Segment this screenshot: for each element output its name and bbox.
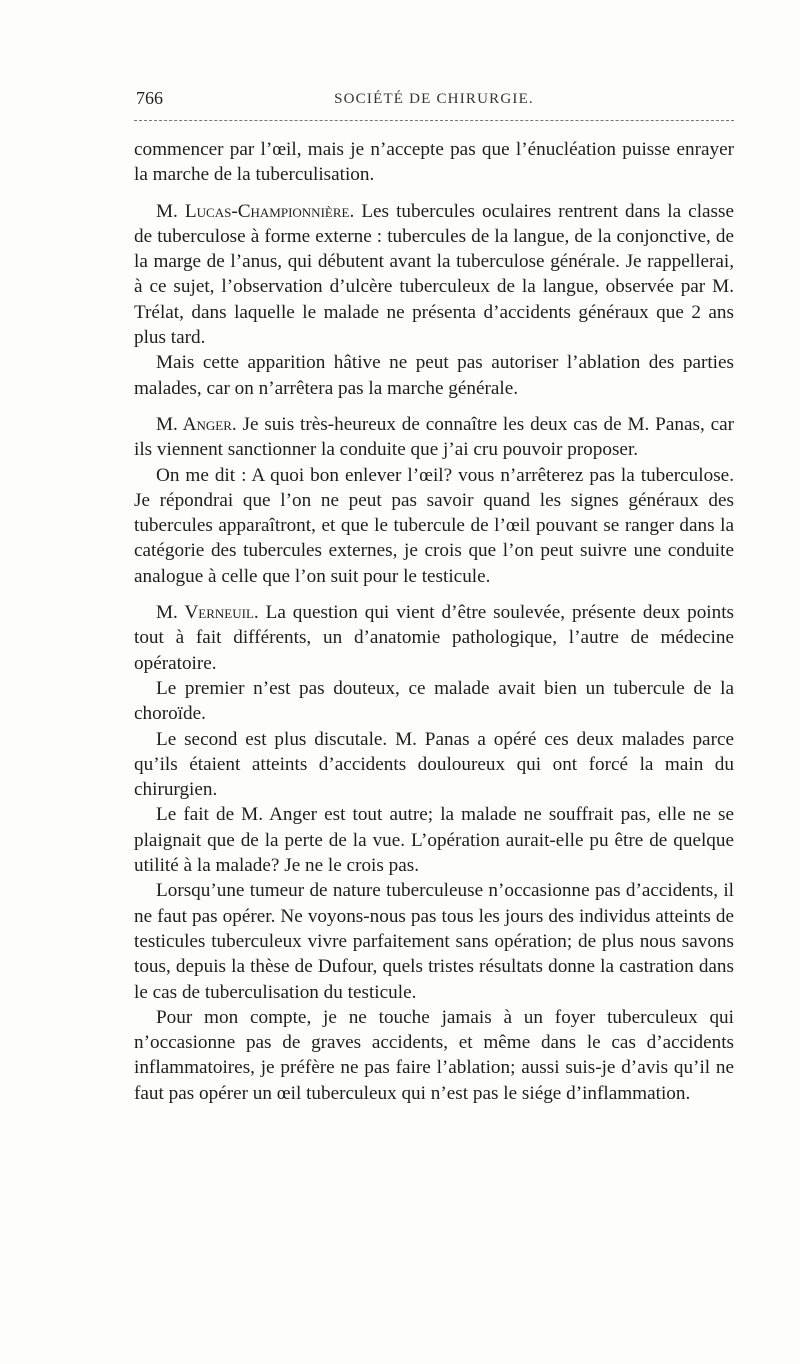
paragraph bbox=[134, 802, 734, 878]
speaker-name: M. Verneuil. bbox=[156, 602, 259, 624]
paragraph bbox=[134, 676, 734, 727]
paragraph bbox=[134, 727, 734, 803]
speaker-name: M. Anger. bbox=[156, 413, 237, 435]
paragraph-text: Pour mon compte, je ne touche jamais à un foyer tuberculeux qui n’occasionne pas de graves accidents, et même dans le cas d’accidents inflammatoires, je préfère ne pas faire l’ablation; aussi suis-je d’avis qu’il ne faut pas opérer un œil tuberculeux qui n’est pas le siége d’inflammation. bbox=[134, 1006, 734, 1104]
paragraph-text: Le fait de M. Anger est tout autre; la malade ne souffrait pas, elle ne se plaignait que de la perte de la vue. L’opération aurait-elle pu être de quelque utilité à la malade? Je ne le crois pas. bbox=[134, 804, 734, 877]
page-number: 766 bbox=[136, 88, 163, 108]
paragraph bbox=[134, 878, 734, 1004]
paragraph-anger bbox=[134, 412, 734, 463]
paragraph bbox=[134, 1005, 734, 1106]
body-text bbox=[134, 137, 734, 1106]
paragraph-verneuil bbox=[134, 600, 734, 676]
header-rule bbox=[134, 120, 734, 121]
journal-title: SOCIÉTÉ DE CHIRURGIE. bbox=[334, 91, 534, 107]
paragraph-text: Lorsqu’une tumeur de nature tuberculeuse n’occasionne pas d’accidents, il ne faut pas opérer. Ne voyons-nous pas tous les jours des individus atteints de testicules tuberculeux vivre parfaitement sans opération; de plus nous savons tous, depuis la thèse de Dufour, quels tristes résultats donne la castration dans le cas de tuberculisation du testicule. bbox=[134, 880, 734, 1003]
paragraph-text: commencer par l’œil, mais je n’accepte pas que l’énucléation puisse enrayer la marche de la tuberculisation. bbox=[134, 139, 734, 186]
paragraph-text: Mais cette apparition hâtive ne peut pas autoriser l’ablation des parties malades, car on n’arrêtera pas la marche générale. bbox=[134, 352, 734, 399]
speaker-name: M. Lucas-Championnière. bbox=[156, 200, 355, 222]
paragraph-text: Le premier n’est pas douteux, ce malade avait bien un tubercule de la choroïde. bbox=[134, 677, 734, 725]
paragraph-text: Je suis très-heureux de connaître les deux cas de M. Panas, car ils viennent sanctionner la conduite que j’ai cru pouvoir proposer. bbox=[134, 413, 734, 461]
paragraph-text: Le second est plus discutale. M. Panas a opéré ces deux malades parce qu’ils étaient atteints d’accidents douloureux qui ont forcé la main du chirurgien. bbox=[134, 728, 734, 801]
paragraph bbox=[134, 350, 734, 401]
paragraph-text: La question qui vient d’être soulevée, présente deux points tout à fait différents, un d’anatomie pathologique, l’autre de médecine opératoire. bbox=[134, 602, 735, 674]
page bbox=[134, 88, 734, 1106]
paragraph-text: Les tubercules oculaires rentrent dans la classe de tuberculose à forme externe : tubercules de la langue, de la conjonctive, de la marge de l’anus, qui débutent avant la tuberculose générale. Je rappellerai, à ce sujet, l’observation d’ulcère tuberculeux de la langue, observée par M. Trélat, dans laquelle le malade ne présenta d’accidents généraux que 2 ans plus tard. bbox=[134, 200, 734, 349]
running-head bbox=[134, 88, 734, 114]
paragraph bbox=[134, 463, 734, 589]
paragraph-text: On me dit : A quoi bon enlever l’œil? vous n’arrêterez pas la tuberculose. Je répondrai que l’on ne peut pas savoir quand les signes généraux des tubercules apparaîtront, et que le tubercule de l’œil pouvant se ranger dans la catégorie des tubercules externes, je crois que l’on peut suivre une conduite analogue à celle que l’on suit pour le testicule. bbox=[134, 464, 734, 587]
paragraph-lucas-championniere bbox=[134, 199, 734, 351]
paragraph-continuation bbox=[134, 137, 734, 188]
